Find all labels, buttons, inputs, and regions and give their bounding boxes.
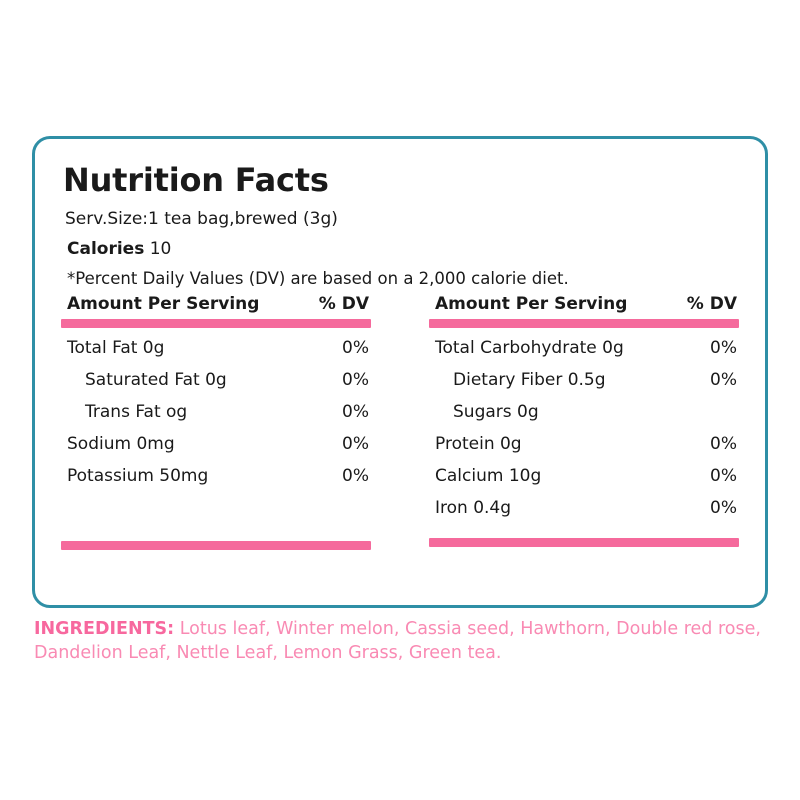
nutrient-name: Potassium 50mg xyxy=(67,466,209,486)
nutrient-dv: 0% xyxy=(342,338,369,358)
calories-value: 10 xyxy=(149,239,172,259)
table-row xyxy=(429,396,739,428)
nutrient-column-left xyxy=(61,294,371,550)
nutrient-name: Sugars 0g xyxy=(453,402,539,422)
ingredients-text: Lotus leaf, Winter melon, Cassia seed, Hawthorn, Double red rose, Dandelion Leaf, Nettle Leaf, Lemon Grass, Green tea. xyxy=(34,619,761,663)
table-row xyxy=(61,364,371,396)
left-bottom-accent-bar xyxy=(61,541,371,550)
nutrient-name: Iron 0.4g xyxy=(435,498,512,518)
table-row xyxy=(429,332,739,364)
nutrient-name: Protein 0g xyxy=(435,434,522,454)
nutrition-facts-content xyxy=(61,153,739,550)
serving-size: Serv.Size:1 tea bag,brewed (3g) xyxy=(65,209,338,229)
nutrient-name: Saturated Fat 0g xyxy=(85,370,227,390)
nutrient-dv: 0% xyxy=(342,434,369,454)
right-header-amount: Amount Per Serving xyxy=(435,294,628,314)
calories-label: Calories xyxy=(67,239,145,259)
nutrient-name: Calcium 10g xyxy=(435,466,542,486)
calories-row xyxy=(67,239,739,259)
right-top-accent-bar xyxy=(429,319,739,328)
table-row xyxy=(61,428,371,460)
right-column-header xyxy=(429,294,739,314)
nutrition-facts-panel xyxy=(32,136,768,608)
table-row xyxy=(429,364,739,396)
nutrient-columns xyxy=(61,294,739,550)
nutrient-dv: 0% xyxy=(342,370,369,390)
nutrient-name: Dietary Fiber 0.5g xyxy=(453,370,606,390)
right-nutrient-rows xyxy=(429,332,739,524)
ingredients-label: INGREDIENTS: xyxy=(34,619,175,639)
table-row xyxy=(61,460,371,492)
page-title: Nutrition Facts xyxy=(63,161,329,199)
left-column-spacer xyxy=(61,492,371,527)
left-header-dv: % DV xyxy=(318,294,369,314)
daily-value-note: *Percent Daily Values (DV) are based on a 2,000 calorie diet. xyxy=(67,269,569,288)
ingredients-section xyxy=(34,618,764,665)
table-row xyxy=(429,428,739,460)
nutrient-dv: 0% xyxy=(342,466,369,486)
table-row xyxy=(429,460,739,492)
nutrient-name: Total Fat 0g xyxy=(67,338,165,358)
nutrient-dv: 0% xyxy=(710,466,737,486)
left-column-header xyxy=(61,294,371,314)
left-header-amount: Amount Per Serving xyxy=(67,294,260,314)
table-row xyxy=(61,396,371,428)
nutrient-column-right xyxy=(429,294,739,550)
nutrient-dv: 0% xyxy=(710,338,737,358)
nutrient-dv: 0% xyxy=(710,498,737,518)
nutrient-name: Trans Fat og xyxy=(85,402,188,422)
nutrient-name: Total Carbohydrate 0g xyxy=(435,338,624,358)
table-row xyxy=(61,332,371,364)
nutrient-dv: 0% xyxy=(710,370,737,390)
table-row xyxy=(429,492,739,524)
nutrient-dv: 0% xyxy=(342,402,369,422)
nutrient-name: Sodium 0mg xyxy=(67,434,175,454)
right-bottom-accent-bar xyxy=(429,538,739,547)
left-top-accent-bar xyxy=(61,319,371,328)
left-nutrient-rows xyxy=(61,332,371,527)
nutrient-dv: 0% xyxy=(710,434,737,454)
right-header-dv: % DV xyxy=(686,294,737,314)
